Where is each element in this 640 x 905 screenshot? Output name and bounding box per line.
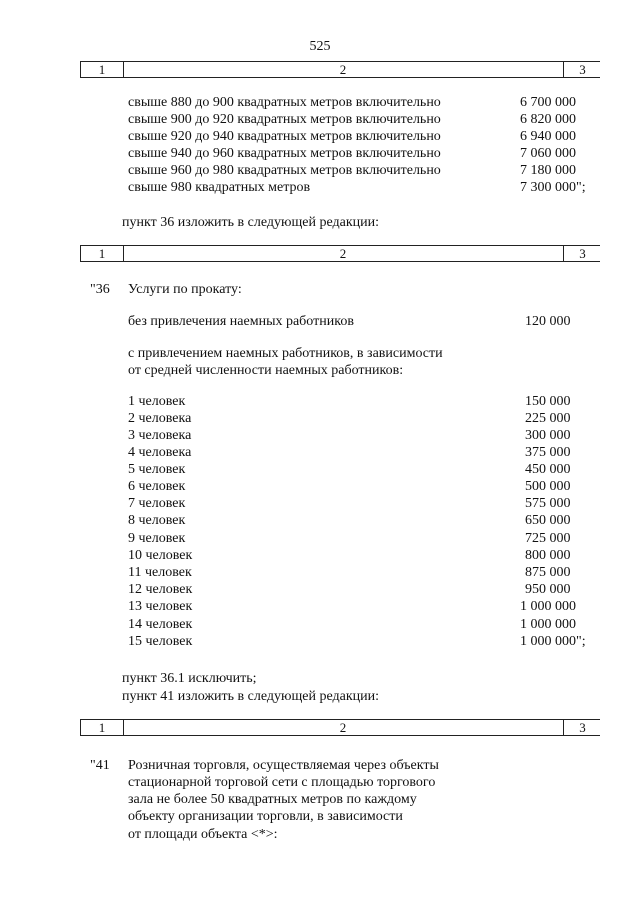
list-item: 13 человек [128,599,193,614]
list-item: 3 человека [128,428,192,443]
list-value: 800 000 [525,548,571,563]
list-value: 150 000 [525,394,571,409]
list-value: 7 060 000 [520,146,576,161]
item-41-line: от площади объекта <*>: [128,827,278,842]
list-value: 575 000 [525,496,571,511]
list-item: 7 человек [128,496,186,511]
item-36-with-workers-line1: с привлечением наемных работников, в зависимости [128,346,443,361]
list-value: 450 000 [525,462,571,477]
list-value: 375 000 [525,445,571,460]
list-item: 1 человек [128,394,186,409]
item-36-no-workers-label: без привлечения наемных работников [128,314,354,329]
list-item: свыше 980 квадратных метров [128,180,311,195]
list-item: 11 человек [128,565,192,580]
list-item: свыше 920 до 940 квадратных метров включительно [128,129,441,144]
instruction-point-36-1: пункт 36.1 исключить; [122,671,257,686]
instruction-point-36: пункт 36 изложить в следующей редакции: [122,215,379,230]
header-col-2: 2 [339,720,347,735]
list-item: 15 человек [128,634,193,649]
header-col-2: 2 [339,246,347,261]
item-41-line: объекту организации торговли, в зависимости [128,809,403,824]
item-36-with-workers-line2: от средней численности наемных работников: [128,363,404,378]
header-col-3: 3 [563,246,601,261]
list-item: свыше 880 до 900 квадратных метров включительно [128,95,441,110]
list-item: 10 человек [128,548,193,563]
header-col-2: 2 [339,62,347,77]
list-value: 725 000 [525,531,571,546]
item-36-number: "36 [90,282,110,297]
list-value: 875 000 [525,565,571,580]
list-value: 500 000 [525,479,571,494]
list-item: 9 человек [128,531,186,546]
list-value: 6 940 000 [520,129,576,144]
list-value: 1 000 000 [520,599,576,614]
list-item: 6 человек [128,479,186,494]
item-41-number: "41 [90,758,110,773]
list-item: свыше 940 до 960 квадратных метров включительно [128,146,441,161]
list-value: 7 300 000"; [520,180,586,195]
header-col-1: 1 [80,62,124,77]
list-value: 950 000 [525,582,571,597]
list-value: 6 820 000 [520,112,576,127]
item-36-no-workers-value: 120 000 [525,314,571,329]
list-value: 1 000 000 [520,617,576,632]
list-value: 6 700 000 [520,95,576,110]
table-header-1 [80,61,600,78]
list-value: 7 180 000 [520,163,576,178]
item-41-line: зала не более 50 квадратных метров по каждому [128,792,417,807]
table-header-2 [80,245,600,262]
list-item: 12 человек [128,582,193,597]
list-item: свыше 960 до 980 квадратных метров включительно [128,163,441,178]
list-value: 1 000 000"; [520,634,586,649]
list-value: 650 000 [525,513,571,528]
item-36-title: Услуги по прокату: [128,282,242,297]
list-item: 8 человек [128,513,186,528]
list-item: свыше 900 до 920 квадратных метров включительно [128,112,441,127]
instruction-point-41: пункт 41 изложить в следующей редакции: [122,689,379,704]
header-col-1: 1 [80,720,124,735]
list-value: 225 000 [525,411,571,426]
item-41-line: Розничная торговля, осуществляемая через объекты [128,758,439,773]
header-col-3: 3 [563,62,601,77]
list-item: 4 человека [128,445,192,460]
table-header-3 [80,719,600,736]
item-41-line: стационарной торговой сети с площадью торгового [128,775,436,790]
list-item: 2 человека [128,411,192,426]
list-item: 14 человек [128,617,193,632]
page-number: 525 [309,39,331,54]
header-col-3: 3 [563,720,601,735]
list-value: 300 000 [525,428,571,443]
list-item: 5 человек [128,462,186,477]
header-col-1: 1 [80,246,124,261]
